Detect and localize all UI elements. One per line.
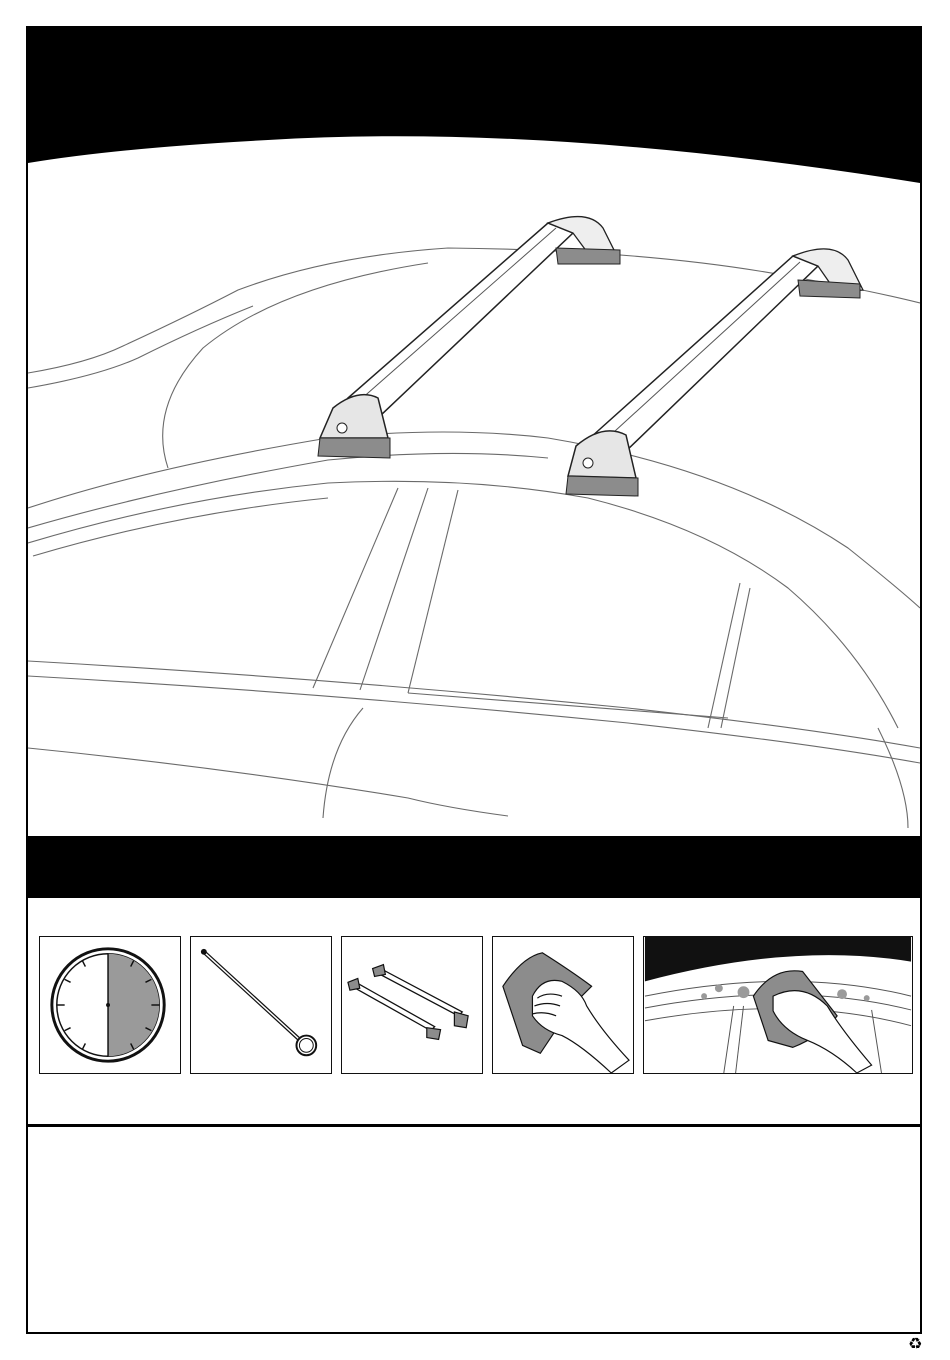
- crossbars-icon: [341, 936, 483, 1074]
- hero-illustration: [28, 28, 920, 834]
- time-clock-icon: [39, 936, 181, 1074]
- section-band: [28, 836, 920, 898]
- clean-roof-icon: [643, 936, 913, 1074]
- car-roof-drawing: [28, 28, 920, 834]
- header-band: [28, 28, 920, 183]
- front-crossbar: [318, 217, 620, 458]
- rear-crossbar: [566, 249, 863, 496]
- recycle-icon: ♻: [908, 1334, 923, 1353]
- cleaning-cloth-icon: [492, 936, 634, 1074]
- tool-icon: [190, 936, 332, 1074]
- notes-area: [28, 1127, 920, 1332]
